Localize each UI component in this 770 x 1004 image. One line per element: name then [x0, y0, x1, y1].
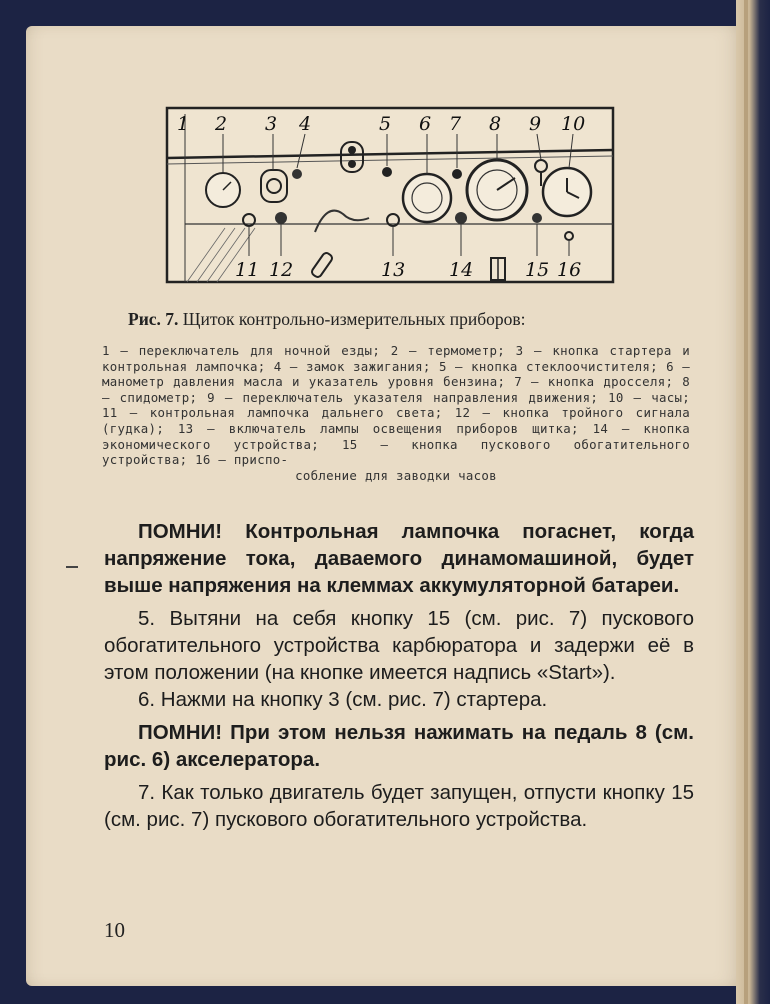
- figure-legend: [102, 343, 690, 483]
- callout-8: 8: [489, 113, 502, 135]
- callout-13: 13: [381, 259, 406, 281]
- figure-caption: [128, 309, 688, 330]
- step-7: 7. Как только двигатель будет запущен, отпусти кнопку 15 (см. рис. 7) пускового обогатительного устройства.: [104, 781, 694, 831]
- book-spine: [736, 0, 770, 1004]
- step-6: 6. Нажми на кнопку 3 (см. рис. 7) стартера.: [138, 688, 548, 711]
- warning-2-text: При этом нельзя нажимать на педаль 8 (см. рис. 6) акселератора.: [104, 721, 694, 771]
- legend-text: 1 — переключатель для ночной езды; 2 — термометр; 3 — кнопка стартера и контрольная лампочка; 4 — замок зажигания; 5 — кнопка стеклоочистителя; 6 — манометр давления масла и указатель уровня бензина; 7 — кнопка дросселя; 8 — спидометр; 9 — переключатель указателя направления движения; 10 — часы; 11 — контрольная лампочка дальнего света; 12 — кнопка тройного сигнала (гудка); 13 — включатель лампы освещения приборов щитка; 14 — кнопка экономического устройства; 15 — кнопка пускового обогатительного устройства; 16 — приспо-: [102, 343, 690, 468]
- warning-2: [104, 719, 694, 773]
- figure-title: Щиток контрольно-измерительных приборов:: [182, 309, 526, 329]
- callout-16: 16: [557, 259, 582, 281]
- callout-14: 14: [449, 259, 474, 281]
- warning-1-head: ПОМНИ!: [138, 520, 223, 543]
- callout-12: 12: [269, 259, 294, 281]
- legend-last-line: собление для заводки часов: [295, 467, 497, 483]
- callout-15: 15: [525, 259, 550, 281]
- warning-2-head: ПОМНИ!: [138, 721, 223, 744]
- callout-11: 11: [235, 259, 260, 281]
- page-edge: [744, 0, 748, 1004]
- body-text: [104, 518, 694, 833]
- margin-mark: [66, 566, 78, 568]
- callout-7: 7: [449, 113, 462, 135]
- dashboard-illustration: [165, 106, 615, 284]
- callout-4: 4: [299, 113, 312, 135]
- dashboard-figure: [165, 106, 615, 284]
- callout-10: 10: [561, 113, 586, 135]
- warning-1: [104, 518, 694, 599]
- page-number: 10: [104, 918, 125, 942]
- callout-5: 5: [379, 113, 392, 135]
- callout-1: 1: [177, 113, 190, 135]
- callout-6: 6: [419, 113, 432, 135]
- callout-2: 2: [215, 113, 228, 135]
- step-5: 5. Вытяни на себя кнопку 15 (см. рис. 7) пускового обогатительного устройства карбюратора и задержи её в этом положении (на кнопке имеется надпись «Start»).: [104, 607, 694, 684]
- warning-1-text: Контрольная лампочка погаснет, когда напряжение тока, даваемого динамомашиной, будет выше напряжения на клеммах аккумуляторной батареи.: [104, 520, 694, 597]
- callout-3: 3: [265, 113, 278, 135]
- figure-label: Рис. 7.: [128, 309, 179, 329]
- callout-9: 9: [529, 113, 542, 135]
